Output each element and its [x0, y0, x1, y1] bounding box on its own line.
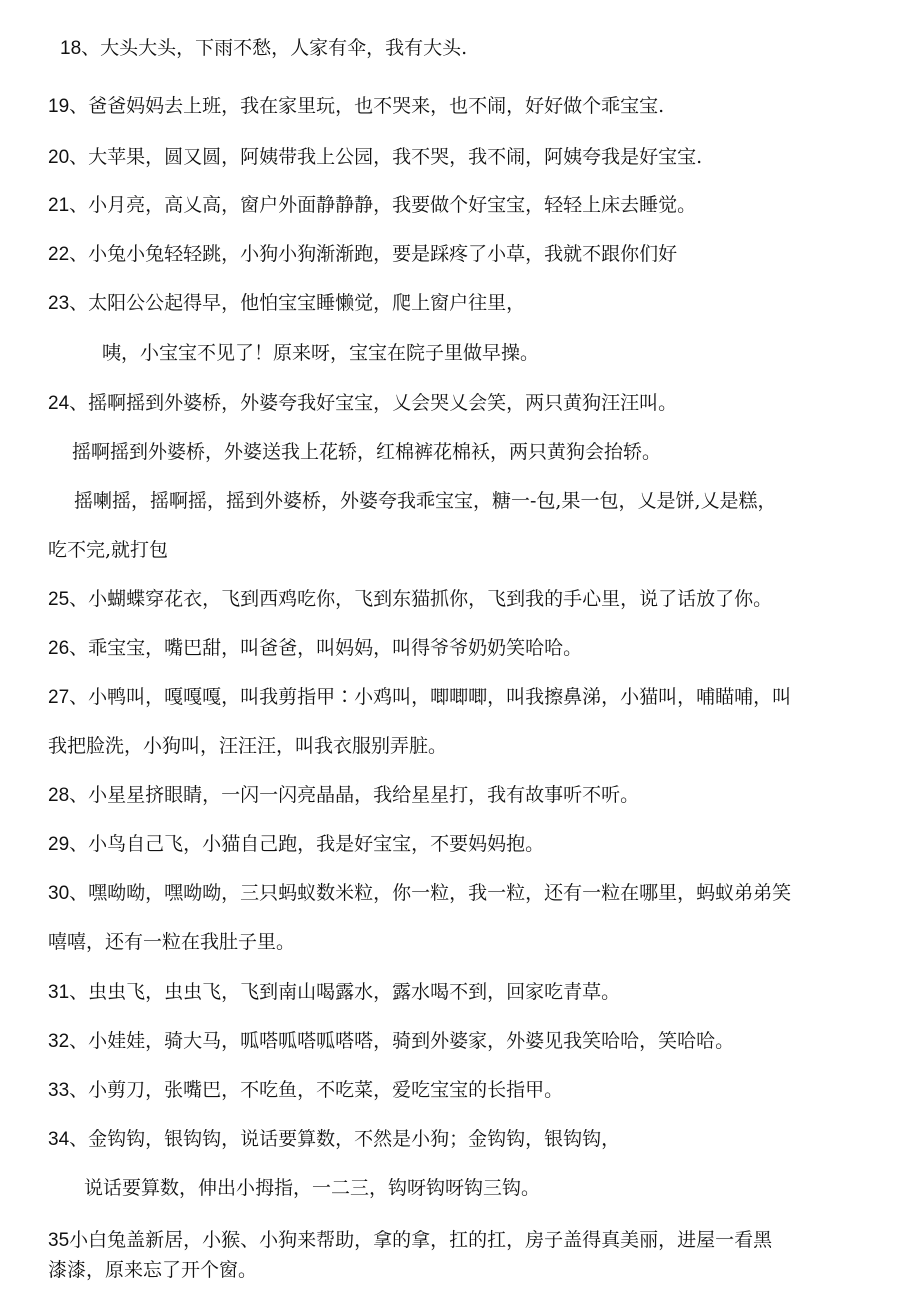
item-text: 、小星星挤眼睛，一闪一闪亮晶晶，我给星星打，我有故事听不听。: [69, 784, 640, 806]
item-number: 25: [48, 589, 70, 610]
item-text: 、金钩钩，银钩钩，说话要算数，不然是小狗；金钩钩，银钩钩，: [69, 1128, 621, 1150]
line-24-wrap: [48, 538, 168, 562]
item-text: 、小娃娃，骑大马，呱嗒呱嗒呱嗒嗒，骑到外婆家，外婆见我笑哈哈，笑哈哈。: [69, 1030, 735, 1052]
item-text: 摇啊摇到外婆桥，外婆送我上花轿，红棉裤花棉袄，两只黄狗会抬轿。: [72, 441, 662, 463]
line-30: [48, 881, 791, 906]
item-text: 、大头大头，下雨不愁，人家有伞，我有大头.: [81, 37, 468, 59]
item-text: 小白兔盖新居，小猴、小狗来帮助，拿的拿，扛的扛，房子盖得真美丽，进屋一看黑: [69, 1229, 773, 1251]
item-text: 咦，小宝宝不见了！原来呀，宝宝在院子里做早操。: [102, 342, 540, 364]
line-19: [48, 94, 664, 119]
item-number: 18: [60, 38, 82, 59]
line-27: [48, 685, 791, 710]
line-21: [48, 193, 696, 218]
line-28: [48, 783, 639, 808]
item-number: 24: [48, 393, 70, 414]
line-34: [48, 1127, 620, 1152]
item-number: 29: [48, 834, 70, 855]
item-text: 、太阳公公起得早，他怕宝宝睡懒觉，爬上窗户往里，: [69, 292, 526, 314]
item-text: 嘻嘻，还有一粒在我肚子里。: [48, 931, 296, 953]
item-number: 21: [48, 195, 70, 216]
line-24-third: [74, 489, 777, 513]
item-text: 、乖宝宝，嘴巴甜，叫爸爸，叫妈妈，叫得爷爷奶奶笑哈哈。: [69, 637, 583, 659]
item-number: 32: [48, 1031, 70, 1052]
line-26: [48, 636, 582, 661]
item-text: 、小鸟自己飞，小猫自己跑，我是好宝宝，不要妈妈抱。: [69, 833, 545, 855]
line-24-second: [72, 440, 661, 464]
item-number: 27: [48, 687, 70, 708]
item-text: 、爸爸妈妈去上班，我在家里玩，也不哭来，也不闹，好好做个乖宝宝.: [69, 95, 665, 117]
item-text: 漆漆，原来忘了开个窗。: [48, 1259, 258, 1281]
item-number: 30: [48, 883, 70, 904]
item-text: 、小鸭叫，嘎嘎嘎，叫我剪指甲∶小鸡叫，唧唧唧，叫我擦鼻涕，小猫叫，哺瞄哺，叫: [69, 686, 792, 708]
line-23: [48, 291, 525, 316]
item-number: 23: [48, 293, 70, 314]
item-number: 35: [48, 1230, 70, 1251]
item-text: 摇喇摇，摇啊摇，摇到外婆桥，外婆夸我乖宝宝，糖一-包,果一包，乂是饼,乂是糕，: [74, 490, 777, 512]
line-18: [60, 36, 467, 61]
item-text: 、小兔小兔轻轻跳，小狗小狗渐渐跑，要是踩疼了小草，我就不跟你们好: [69, 243, 678, 265]
line-34-continued: [84, 1176, 540, 1200]
item-number: 22: [48, 244, 70, 265]
line-25: [48, 587, 772, 612]
item-text: 、小剪刀，张嘴巴，不吃鱼，不吃菜，爱吃宝宝的长指甲。: [69, 1079, 564, 1101]
line-24: [48, 391, 677, 416]
line-35: [48, 1228, 772, 1253]
item-number: 33: [48, 1080, 70, 1101]
item-number: 31: [48, 982, 70, 1003]
item-number: 20: [48, 147, 70, 168]
item-number: 34: [48, 1129, 70, 1150]
item-text: 、小月亮，高乂高，窗户外面静静静，我要做个好宝宝，轻轻上床去睡觉。: [69, 194, 697, 216]
line-33: [48, 1078, 563, 1103]
item-text: 、小蝴蝶穿花衣，飞到西鸡吃你，飞到东猫抓你，飞到我的手心里，说了话放了你。: [69, 588, 773, 610]
item-text: 吃不完,就打包: [48, 539, 169, 561]
item-number: 28: [48, 785, 70, 806]
line-30-wrap: [48, 930, 295, 954]
line-22: [48, 242, 677, 267]
item-number: 19: [48, 96, 70, 117]
line-27-wrap: [48, 734, 447, 758]
line-29: [48, 832, 544, 857]
item-text: 、虫虫飞，虫虫飞，飞到南山喝露水，露水喝不到，回家吃青草。: [69, 981, 621, 1003]
line-35-wrap: [48, 1258, 257, 1282]
line-23-continued: [102, 341, 539, 365]
item-text: 、大苹果，圆又圆，阿姨带我上公园，我不哭，我不闹，阿姨夸我是好宝宝.: [69, 146, 703, 168]
item-text: 我把脸洗，小狗叫，汪汪汪，叫我衣服别弄脏。: [48, 735, 448, 757]
item-number: 26: [48, 638, 70, 659]
line-32: [48, 1029, 734, 1054]
item-text: 、嘿呦呦，嘿呦呦，三只蚂蚁数米粒，你一粒，我一粒，还有一粒在哪里，蚂蚁弟弟笑: [69, 882, 792, 904]
line-31: [48, 980, 620, 1005]
item-text: 说话要算数，伸出小拇指，一二三，钩呀钩呀钩三钩。: [84, 1177, 541, 1199]
item-text: 、摇啊摇到外婆桥，外婆夸我好宝宝，乂会哭乂会笑，两只黄狗汪汪叫。: [69, 392, 678, 414]
line-20: [48, 145, 702, 170]
